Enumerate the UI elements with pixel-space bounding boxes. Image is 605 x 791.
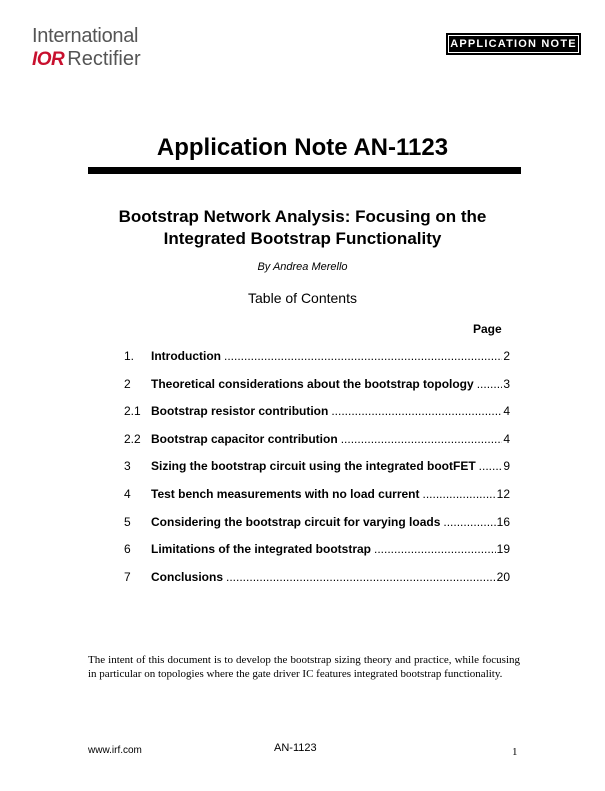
toc-entry[interactable] bbox=[124, 570, 510, 598]
footer-website: www.irf.com bbox=[88, 745, 142, 756]
toc-entry[interactable] bbox=[124, 432, 510, 460]
application-note-badge bbox=[446, 33, 581, 55]
toc-entry-title: Bootstrap capacitor contribution bbox=[151, 431, 338, 446]
intro-paragraph: The intent of this document is to develop the bootstrap sizing theory and practice, while focusing in particular on topologies where the gate driver IC features integrated bootstrap functionality. bbox=[88, 654, 520, 680]
toc-entry-page: 4 bbox=[503, 431, 510, 446]
toc-entry[interactable] bbox=[124, 404, 510, 432]
title-rule bbox=[88, 167, 521, 174]
toc-entry[interactable] bbox=[124, 515, 510, 543]
toc-entry-number: 3 bbox=[124, 459, 131, 474]
toc-entry-number: 5 bbox=[124, 514, 131, 529]
document-title: Application Note AN-1123 bbox=[156, 134, 449, 161]
footer-page-number: 1 bbox=[512, 746, 518, 758]
table-of-contents bbox=[124, 349, 510, 597]
toc-entry[interactable] bbox=[124, 349, 510, 377]
toc-entry-title: Test bench measurements with no load current bbox=[151, 486, 420, 501]
author-byline: By Andrea Merello bbox=[257, 261, 348, 273]
toc-entry-title: Theoretical considerations about the bootstrap topology bbox=[151, 376, 474, 391]
toc-entry-title: Introduction bbox=[151, 349, 221, 363]
toc-entry-page: 16 bbox=[496, 514, 510, 529]
toc-entry-page: 19 bbox=[496, 542, 510, 557]
toc-entry-number: 6 bbox=[124, 542, 131, 557]
toc-leader-dots bbox=[443, 515, 495, 529]
toc-entry-number: 4 bbox=[124, 486, 131, 501]
toc-entry-title: Sizing the bootstrap circuit using the integrated bootFET bbox=[151, 459, 476, 474]
toc-entry-page: 3 bbox=[503, 376, 510, 391]
toc-entry[interactable] bbox=[124, 487, 510, 515]
company-logo-rectifier: Rectifier bbox=[67, 48, 141, 70]
toc-leader-dots bbox=[479, 459, 503, 473]
toc-entry-page: 20 bbox=[496, 569, 510, 584]
toc-entry[interactable] bbox=[124, 459, 510, 487]
toc-leader-dots bbox=[224, 349, 502, 363]
toc-entry-number: 2.1 bbox=[124, 404, 141, 419]
badge-label: APPLICATION NOTE bbox=[448, 35, 579, 53]
toc-entry-page: 12 bbox=[496, 486, 510, 501]
ior-logo-mark: IOR bbox=[32, 49, 65, 70]
toc-entry-page: 2 bbox=[503, 349, 510, 363]
toc-entry-number: 2 bbox=[124, 376, 131, 391]
toc-leader-dots bbox=[331, 404, 502, 418]
document-subtitle bbox=[0, 206, 605, 250]
toc-heading: Table of Contents bbox=[248, 290, 357, 306]
company-logo-line1: International bbox=[32, 25, 139, 47]
subtitle-line-2: Integrated Bootstrap Functionality bbox=[163, 229, 442, 248]
company-logo-line2 bbox=[32, 48, 141, 71]
toc-entry-page: 9 bbox=[503, 459, 510, 474]
toc-leader-dots bbox=[477, 377, 503, 391]
subtitle-line-1: Bootstrap Network Analysis: Focusing on the bbox=[118, 207, 487, 226]
toc-entry-title: Limitations of the integrated bootstrap bbox=[151, 542, 372, 557]
toc-entry-title: Bootstrap resistor contribution bbox=[151, 404, 329, 419]
toc-leader-dots bbox=[226, 570, 496, 584]
toc-entry-title: Considering the bootstrap circuit for varying loads bbox=[151, 514, 441, 529]
toc-leader-dots bbox=[341, 432, 503, 446]
toc-entry[interactable] bbox=[124, 542, 510, 570]
toc-entry-title: Conclusions bbox=[151, 569, 224, 584]
toc-entry-page: 4 bbox=[503, 404, 510, 419]
toc-entry[interactable] bbox=[124, 377, 510, 405]
footer-doc-id: AN-1123 bbox=[274, 742, 317, 754]
toc-page-column-header: Page bbox=[473, 322, 502, 336]
toc-entry-number: 1. bbox=[124, 349, 135, 363]
toc-entry-number: 7 bbox=[124, 569, 131, 584]
toc-leader-dots bbox=[374, 542, 496, 556]
toc-leader-dots bbox=[423, 487, 496, 501]
toc-entry-number: 2.2 bbox=[124, 431, 141, 446]
